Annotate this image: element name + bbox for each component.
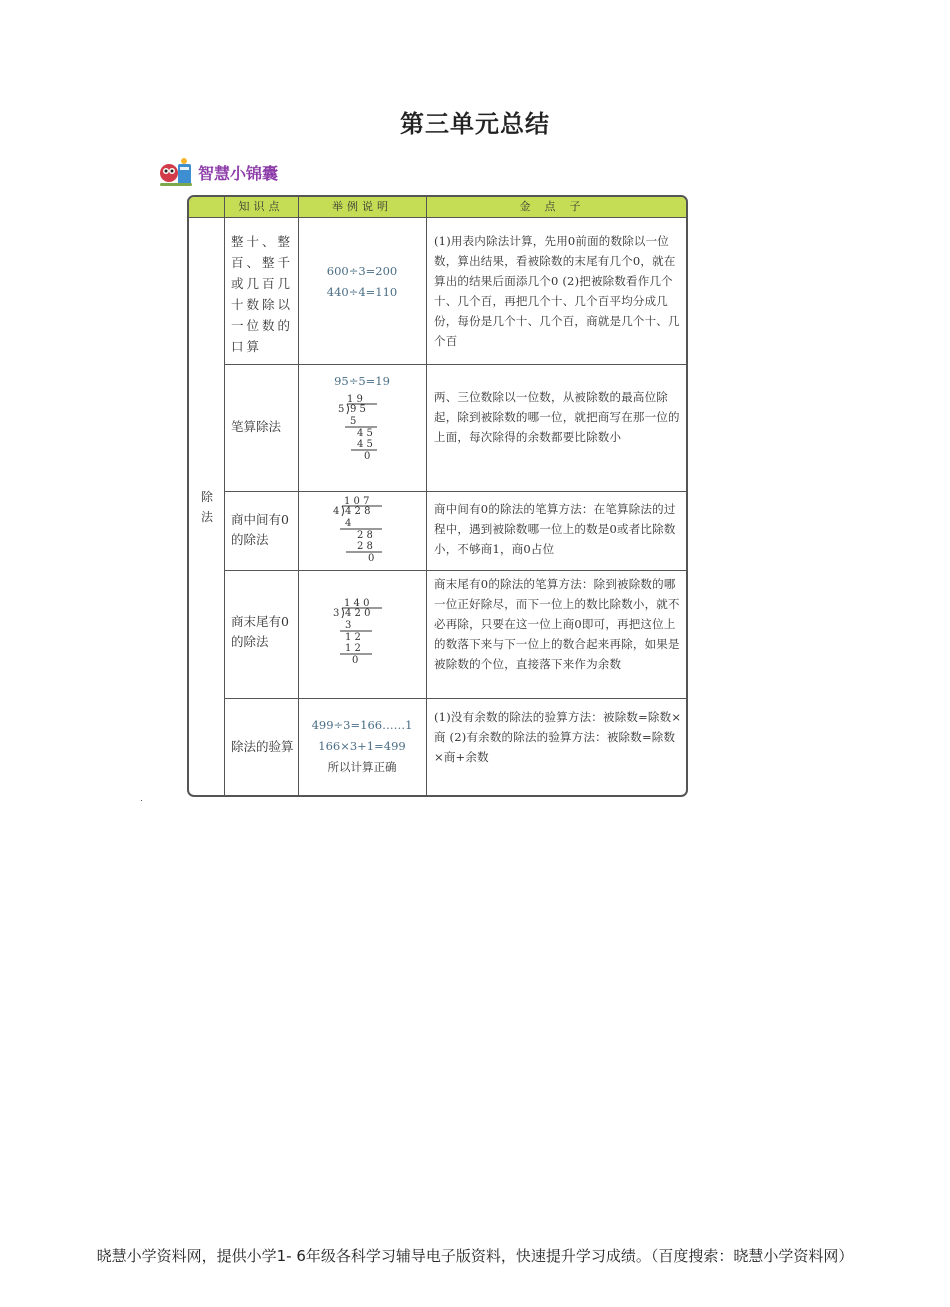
example-line: 所以计算正确	[327, 760, 397, 774]
step: 4 5	[357, 428, 373, 439]
step: 3	[345, 620, 352, 631]
badge-label: 智慧小锦囊	[198, 163, 279, 183]
step: 2 8	[357, 530, 373, 541]
example-line: 95÷5=19	[334, 374, 390, 388]
summary-table	[187, 195, 688, 797]
long-division	[337, 393, 387, 461]
stray-dot	[141, 800, 142, 801]
example-line: 499÷3=166……1	[311, 718, 413, 732]
category-label: 除法	[200, 490, 213, 524]
section-badge	[158, 155, 278, 189]
dividend: 4 2 8	[345, 506, 371, 517]
table-header	[189, 197, 686, 218]
divisor: 5	[338, 404, 345, 415]
row-topic: 笔算除法	[231, 419, 282, 434]
row-tip: 商中间有0的除法的笔算方法：在笔算除法的过程中，遇到被除数哪一位上的数是0或者比除数小，不够商1，商0占位	[434, 502, 676, 556]
page-title: 第三单元总结	[400, 110, 550, 138]
row-topic: 商中间有0的除法	[231, 512, 289, 547]
bookworm-icon	[158, 155, 194, 189]
quotient: 1 0 7	[344, 496, 370, 507]
example-line: 440÷4=110	[326, 285, 398, 299]
divider	[224, 364, 686, 365]
step: 0	[352, 655, 359, 666]
example-line: 166×3+1=499	[318, 739, 406, 753]
row-tip: (1)没有余数的除法的验算方法：被除数=除数×商 (2)有余数的除法的验算方法：被除数=除数×商+余数	[434, 710, 682, 764]
divider	[426, 197, 427, 795]
header-tips: 金点子	[519, 200, 595, 213]
long-division	[332, 597, 392, 669]
step: 0	[368, 553, 375, 564]
row-tip: 商末尾有0的除法的笔算方法：除到被除数的哪一位正好除尽，而下一位上的数比除数小，就不必再除，只要在这一位上商0即可，再把这位上的数落下来与下一位上的数合起来再除，如果是被除数的个位，直接落下来作为余数	[434, 577, 680, 671]
step: 1 2	[345, 643, 361, 654]
step: 4	[345, 518, 352, 529]
row-topic: 商末尾有0的除法	[231, 614, 289, 649]
divider	[224, 570, 686, 571]
step: 5	[350, 416, 357, 427]
step: 1 2	[345, 632, 361, 643]
divider	[224, 197, 225, 795]
dividend: 4 2 0	[345, 608, 371, 619]
divider	[224, 698, 686, 699]
row-tip: 两、三位数除以一位数，从被除数的最高位除起，除到被除数的哪一位，就把商写在那一位的上面，每次除得的余数都要比除数小	[434, 390, 680, 444]
row-topic: 整十、整百、整千或几百几十数除以一位数的口算	[231, 234, 294, 354]
example-line: 600÷3=200	[326, 264, 398, 278]
quotient: 1 9	[347, 394, 363, 405]
row-tip: (1)用表内除法计算，先用0前面的数除以一位数，算出结果，看被除数的末尾有几个0，就在算出的结果后面添几个0 (2)把被除数看作几个十、几个百，再把几个十、几个百平均分成几份，每份是几个十、几个百，商就是几个十、几个百	[434, 234, 680, 348]
footer-note: 晓慧小学资料网，提供小学1- 6年级各科学习辅导电子版资料，快速提升学习成绩。（百度搜索：晓慧小学资料网）	[96, 1247, 854, 1265]
row-topic: 除法的验算	[231, 739, 294, 754]
step: 4 5	[357, 439, 373, 450]
header-examples: 举例说明	[332, 200, 392, 213]
dividend: 9 5	[350, 404, 366, 415]
divisor: 4	[333, 506, 340, 517]
step: 2 8	[357, 541, 373, 552]
divider	[224, 491, 686, 492]
long-division	[332, 495, 392, 567]
step: 0	[364, 451, 371, 461]
quotient: 1 4 0	[344, 598, 370, 609]
divisor: 3	[333, 608, 340, 619]
header-knowledge: 知识点	[238, 200, 284, 213]
